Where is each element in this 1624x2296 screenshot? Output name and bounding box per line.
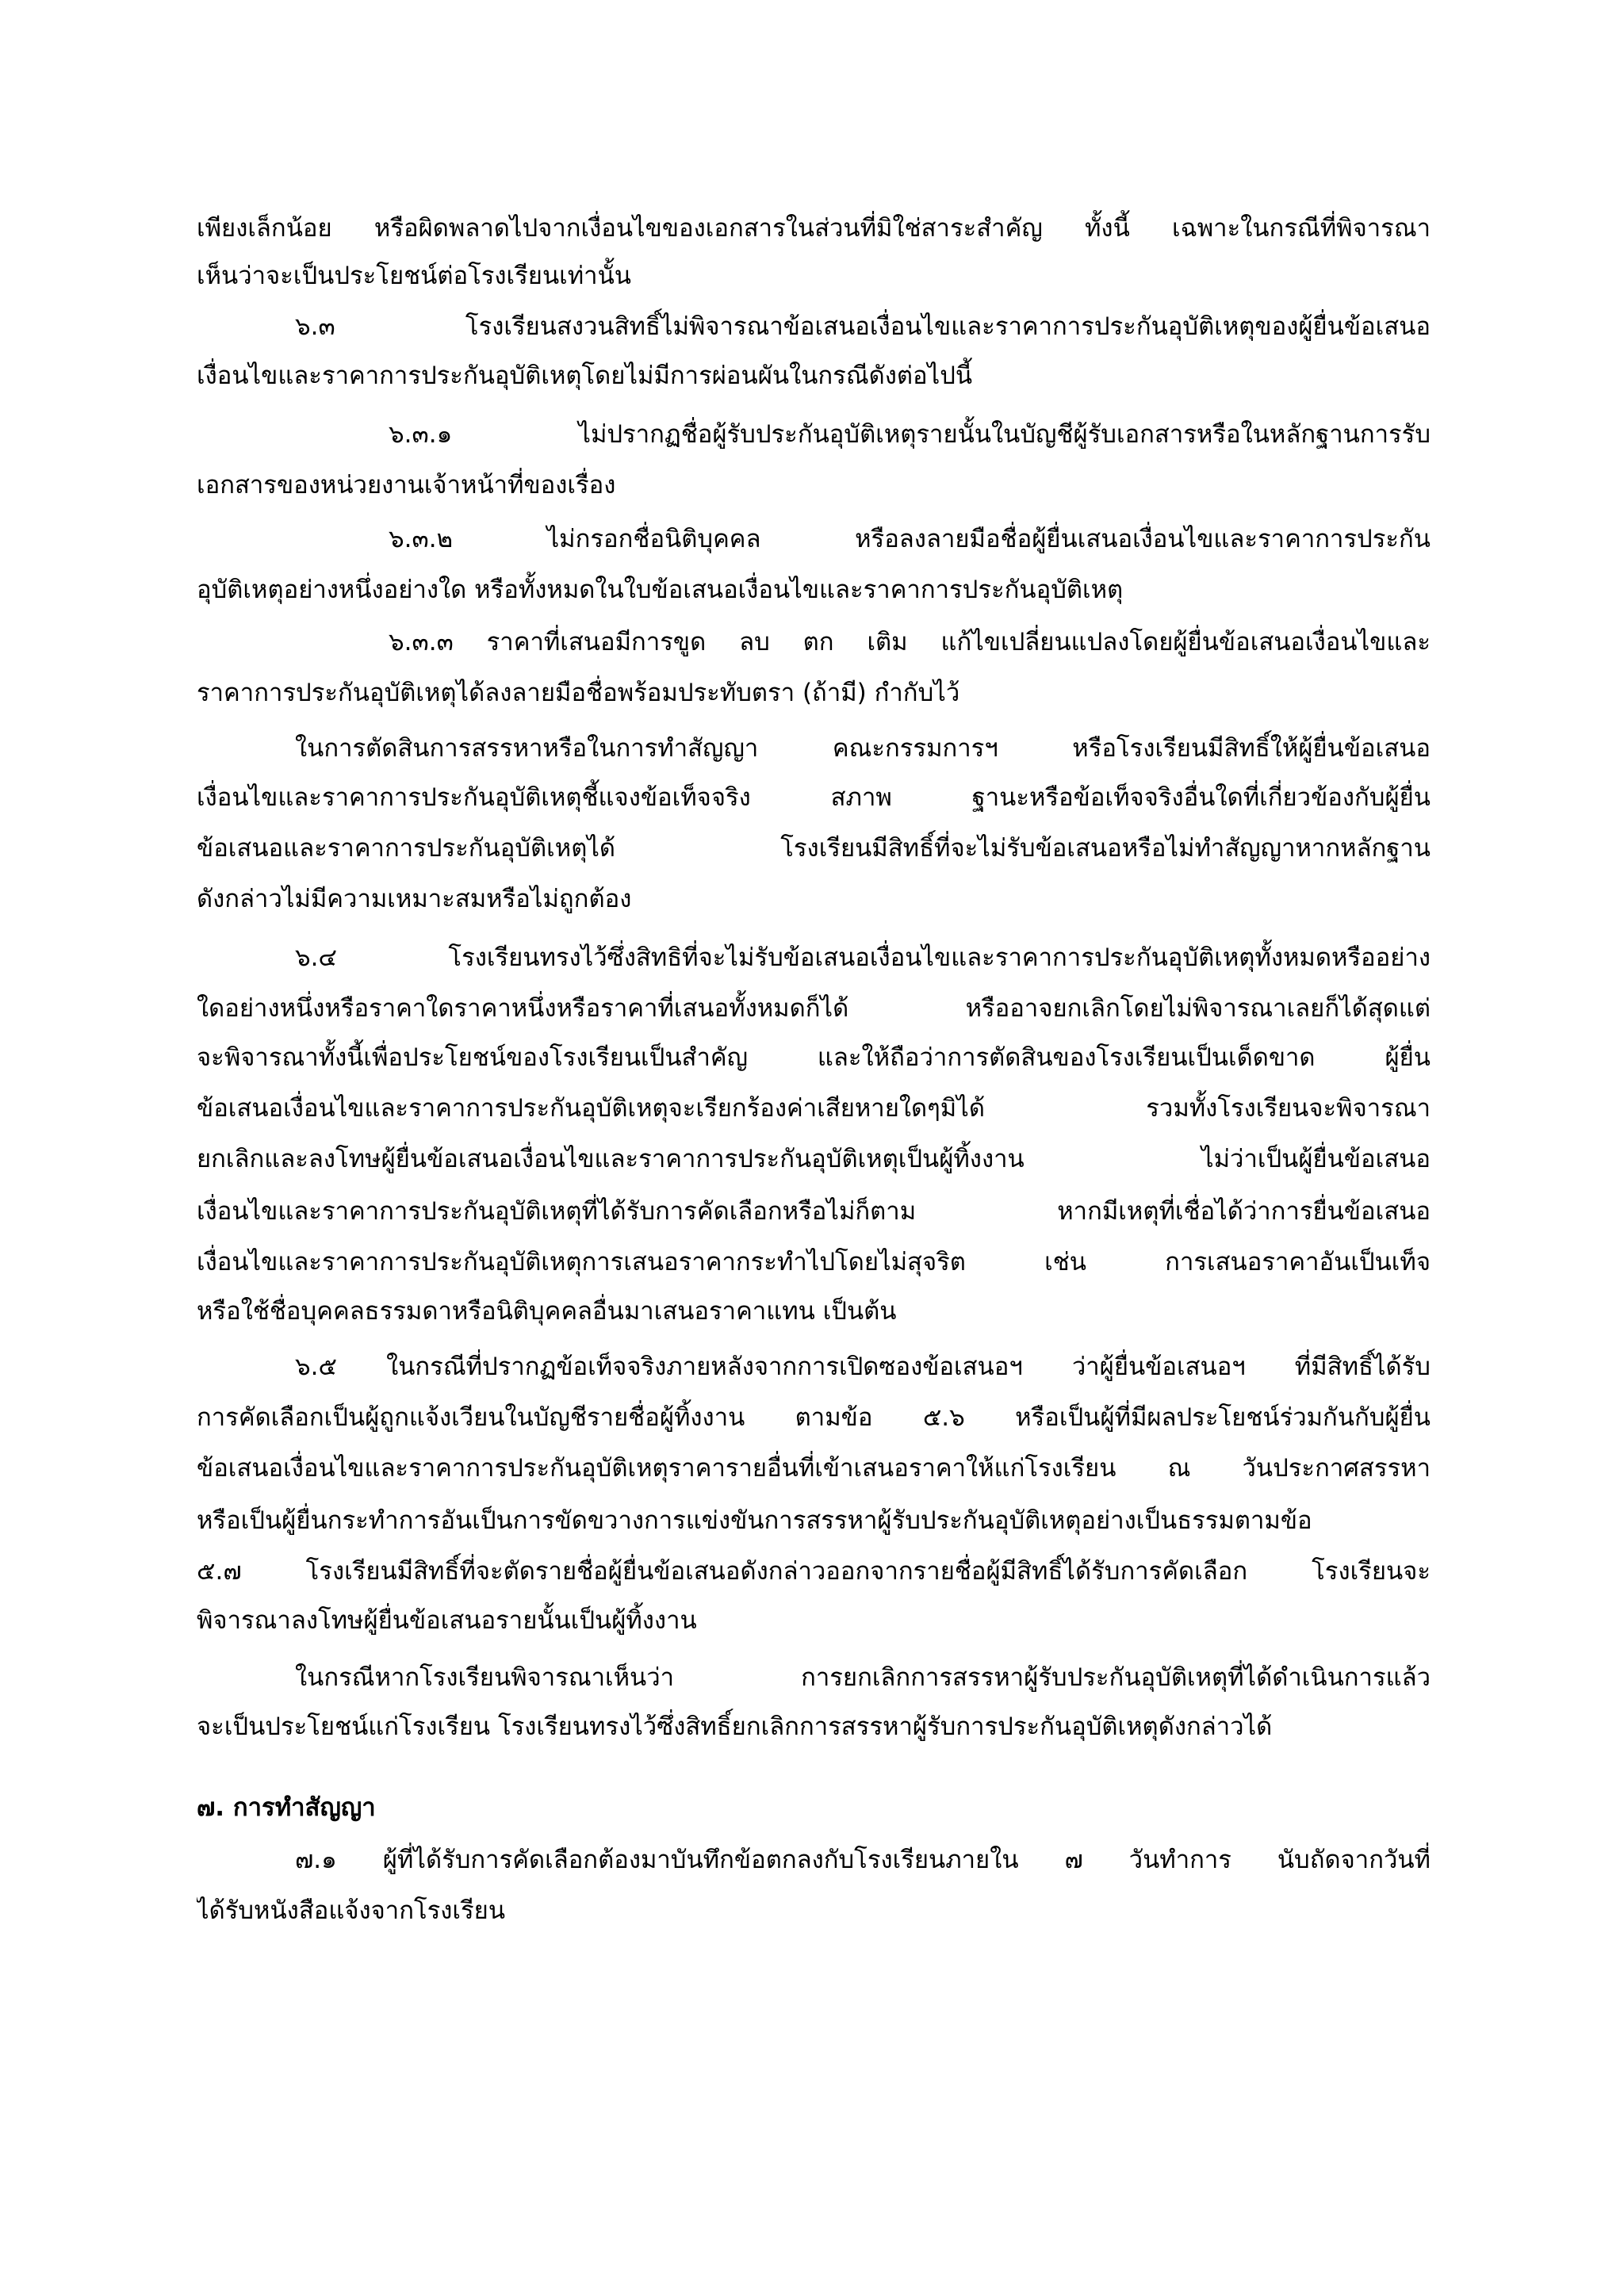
text-line: พิจารณาลงโทษผู้ยื่นข้อเสนอรายนั้นเป็นผู้ทิ้งงาน [197,1606,697,1635]
text-line: ๗.๑ ผู้ที่ได้รับการคัดเลือกต้องมาบันทึกข้อตกลงกับโรงเรียนภายใน ๗ วันทำการ นับถัดจากวันที่ [295,1846,1431,1874]
text-line: เงื่อนไขและราคาการประกันอุบัติเหตุชี้แจงข้อเท็จจริง สภาพ ฐานะหรือข้อเท็จจริงอื่นใดที่เกี่ยวข้องกับผู้ยื่น [197,783,1431,812]
text-line: อุบัติเหตุอย่างหนึ่งอย่างใด หรือทั้งหมดในใบข้อเสนอเงื่อนไขและราคาการประกันอุบัติเหตุ [197,576,1124,604]
text-line: เงื่อนไขและราคาการประกันอุบัติเหตุที่ได้รับการคัดเลือกหรือไม่ก็ตาม หากมีเหตุที่เชื่อได้ว่าการยื่นข้อเสนอ [197,1197,1431,1226]
text-line: ได้รับหนังสือแจ้งจากโรงเรียน [197,1896,506,1925]
text-line: เห็นว่าจะเป็นประโยชน์ต่อโรงเรียนเท่านั้น [197,262,631,290]
text-line: ๖.๓.๒ ไม่กรอกชื่อนิติบุคคล หรือลงลายมือชื่อผู้ยื่นเสนอเงื่อนไขและราคาการประกัน [389,525,1431,553]
text-line: หรือใช้ชื่อบุคคลธรรมดาหรือนิติบุคคลอื่นมาเสนอราคาแทน เป็นต้น [197,1297,897,1326]
text-line: ๕.๗ โรงเรียนมีสิทธิ์ที่จะตัดรายชื่อผู้ยื่นข้อเสนอดังกล่าวออกจากรายชื่อผู้มีสิทธิ์ได้รับการคัดเลือก โรงเรียนจะ [197,1557,1431,1586]
text-line: ยกเลิกและลงโทษผู้ยื่นข้อเสนอเงื่อนไขและราคาการประกันอุบัติเหตุเป็นผู้ทิ้งงาน ไม่ว่าเป็นผู้ยื่นข้อเสนอ [197,1145,1431,1173]
text-line: จะเป็นประโยชน์แก่โรงเรียน โรงเรียนทรงไว้ซึ่งสิทธิ์ยกเลิกการสรรหาผู้รับการประกันอุบัติเหตุดังกล่าวได้ [197,1712,1273,1741]
text-line: ข้อเสนอเงื่อนไขและราคาการประกันอุบัติเหตุจะเรียกร้องค่าเสียหายใดๆมิได้ รวมทั้งโรงเรียนจะพิจารณา [197,1094,1431,1123]
text-line: เงื่อนไขและราคาการประกันอุบัติเหตุการเสนอราคากระทำไปโดยไม่สุจริต เช่น การเสนอราคาอันเป็นเท็จ [197,1248,1431,1276]
text-line: ๖.๓.๑ ไม่ปรากฏชื่อผู้รับประกันอุบัติเหตุรายนั้นในบัญชีผู้รับเอกสารหรือในหลักฐานการรับ [389,420,1431,449]
text-line: ๖.๕ ในกรณีที่ปรากฏข้อเท็จจริงภายหลังจากการเปิดซองข้อเสนอฯ ว่าผู้ยื่นข้อเสนอฯ ที่มีสิทธิ์ได้รับ [295,1353,1431,1381]
text-line: จะพิจารณาทั้งนี้เพื่อประโยชน์ของโรงเรียนเป็นสำคัญ และให้ถือว่าการตัดสินของโรงเรียนเป็นเด็ดขาด ผู้ยื่น [197,1043,1431,1072]
text-line: ในการตัดสินการสรรหาหรือในการทำสัญญา คณะกรรมการฯ หรือโรงเรียนมีสิทธิ์ให้ผู้ยื่นข้อเสนอ [295,734,1431,763]
text-line: ๖.๔ โรงเรียนทรงไว้ซึ่งสิทธิที่จะไม่รับข้อเสนอเงื่อนไขและราคาการประกันอุบัติเหตุทั้งหมดหรืออย่าง [295,943,1431,972]
text-line: หรือเป็นผู้ยื่นกระทำการอันเป็นการขัดขวางการแข่งขันการสรรหาผู้รับประกันอุบัติเหตุอย่างเป็นธรรมตามข้อ [197,1506,1312,1535]
text-line: เพียงเล็กน้อย หรือผิดพลาดไปจากเงื่อนไขของเอกสารในส่วนที่มิใช่สาระสำคัญ ทั้งนี้ เฉพาะในกรณีที่พิจารณา [197,214,1431,243]
text-line: เงื่อนไขและราคาการประกันอุบัติเหตุโดยไม่มีการผ่อนผันในกรณีดังต่อไปนี้ [197,362,973,390]
text-line: ข้อเสนอและราคาการประกันอุบัติเหตุได้ โรงเรียนมีสิทธิ์ที่จะไม่รับข้อเสนอหรือไม่ทำสัญญาหากหลักฐาน [197,834,1431,863]
text-line: ในกรณีหากโรงเรียนพิจารณาเห็นว่า การยกเลิกการสรรหาผู้รับประกันอุบัติเหตุที่ได้ดำเนินการแล้ว [295,1663,1431,1692]
text-line: เอกสารของหน่วยงานเจ้าหน้าที่ของเรื่อง [197,471,616,499]
text-line: ๖.๓.๓ ราคาที่เสนอมีการขูด ลบ ตก เติม แก้ไขเปลี่ยนแปลงโดยผู้ยื่นข้อเสนอเงื่อนไขและ [389,628,1431,656]
text-line: ใดอย่างหนึ่งหรือราคาใดราคาหนึ่งหรือราคาที่เสนอทั้งหมดก็ได้ หรืออาจยกเลิกโดยไม่พิจารณาเลยก็ได้สุดแต่ [197,994,1431,1023]
text-line: ดังกล่าวไม่มีความเหมาะสมหรือไม่ถูกต้อง [197,885,632,913]
text-line: ข้อเสนอเงื่อนไขและราคาการประกันอุบัติเหตุราคารายอื่นที่เข้าเสนอราคาให้แก่โรงเรียน ณ วันประกาศสรรหา [197,1454,1431,1483]
text-line: ๖.๓ โรงเรียนสงวนสิทธิ์ไม่พิจารณาข้อเสนอเงื่อนไขและราคาการประกันอุบัติเหตุของผู้ยื่นข้อเสนอ [295,312,1431,341]
text-line: ราคาการประกันอุบัติเหตุได้ลงลายมือชื่อพร้อมประทับตรา (ถ้ามี) กำกับไว้ [197,679,960,707]
text-line: การคัดเลือกเป็นผู้ถูกแจ้งเวียนในบัญชีรายชื่อผู้ทิ้งงาน ตามข้อ ๕.๖ หรือเป็นผู้ที่มีผลประโยชน์ร่วมกันกับผู้ยื่น [197,1403,1431,1432]
section-heading: ๗. การทำสัญญา [197,1793,376,1822]
